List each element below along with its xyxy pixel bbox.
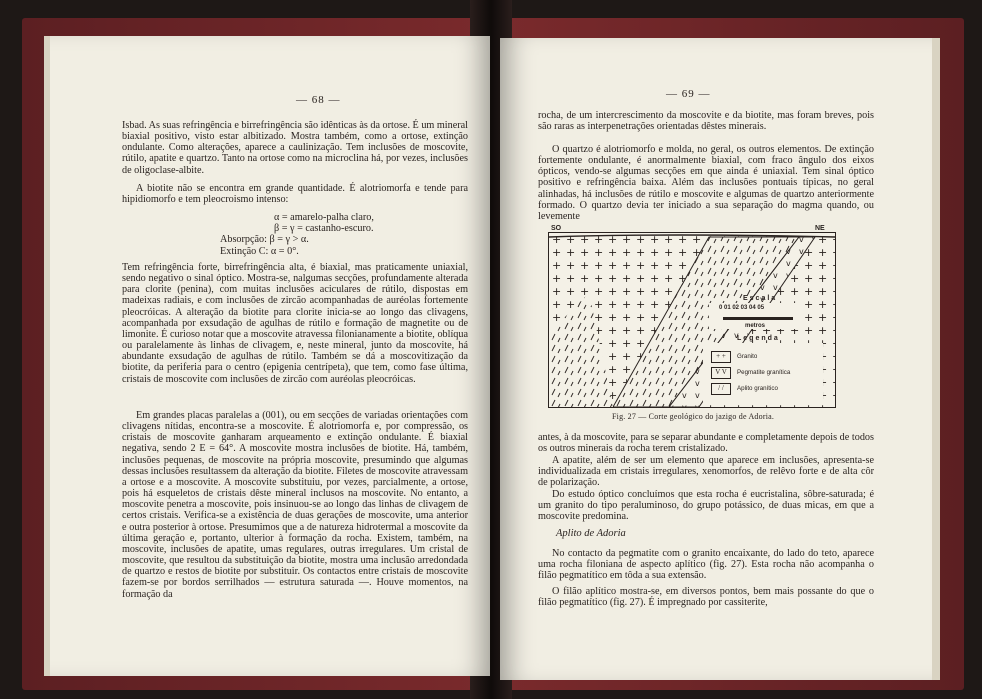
formula-line: Absorpção: β = γ > α. (220, 234, 309, 246)
paragraph (538, 455, 874, 488)
right-page (500, 38, 940, 680)
orientation-label-so: SO (551, 225, 562, 232)
figure-caption: Fig. 27 — Corte geológico do jazigo de Adoria. (612, 412, 775, 421)
paragraph (538, 110, 874, 132)
formula-line: α = amarelo-palha claro, (274, 212, 374, 223)
paragraph (538, 548, 874, 581)
paragraph (538, 144, 874, 222)
paragraph (122, 120, 468, 176)
paragraph-text: Do estudo óptico concluímos que esta rocha é eucristalina, sôbre-saturada; é um granito do tipo peraluminoso, do grupo potássico, de duas micas, em que a moscovite predomina. (538, 489, 874, 523)
scale-title: Escala (743, 295, 778, 302)
legend-label-pegmatite: Pegmatite granítica (737, 369, 791, 376)
paragraph-text: antes, à da moscovite, para se separar abundante e completamente depois de todos os outros minerais da rocha terem cristalizado. (538, 432, 874, 455)
geological-section-figure (548, 225, 836, 408)
orientation-label-ne: NE (815, 225, 825, 232)
geological-section-drawing (549, 233, 835, 407)
paragraph (122, 183, 468, 205)
paragraph (538, 432, 874, 454)
legend-swatch-aplite: / / (711, 383, 731, 395)
left-page (44, 36, 490, 676)
formula-line: Extinção C: α = 0°. (220, 245, 299, 257)
paragraph-text: O quartzo é alotriomorfo e molda, no geral, os outros elementos. De extinção fortemente ondulante, é anormalmente biaxial, com fraco ângulo dos eixos ópticos, vendo-se algumas secções em que ainda é uniaxial. Tem sinal óptico positivo e refringência baixa. Além das inclusões pontuais típicas, no geral alinhadas, há inclusões de rútilo e moscovite e algumas de quartzo anteriormente formado. O quartzo devia ter iniciado a sua separação do magma quando, ou levemente (538, 144, 874, 222)
formula-line: β = γ = castanho-escuro. (274, 223, 374, 235)
paragraph (538, 489, 874, 522)
scale-ticks: 0 01 02 03 04 05 (719, 305, 765, 311)
paragraph-text: Tem refringência forte, birrefringência alta, é biaxial, mas praticamente uniaxial, sendo negativo o sinal óptico. Mostra-se, nalgumas secções, profundamente alterada para clorite (penina), com muitas inclusões aciculares de rútilo, dispostas em madeixas radiais, e com inclusões de zircão acompanhadas de auréolas fortemente pleocróicas. A alteração da biotite para clorite inicia-se ao longo das clivagens, acompanhada por exsudação de agulhas de rútilo e formação de magnetite ou de limonite. É curioso notar que a moscovite atravessa filonianamente a biotite, oblíqua ou paralelamente às linhas de clivagem, e, neste mineral, junto da moscovite, há abundante exsudação de agulhas de rútilo. Também se dá a moscovitização da biotite, da periferia para o centro (epigenia centrípeta), que tem, como fase última, cristais de moscovite com inclusões de zircão com auréolas pleocróicas. (122, 262, 468, 385)
page-number: — 68 — (296, 94, 341, 106)
paragraph-text: O filão aplítico mostra-se, em diversos pontos, bem mais possante do que o filão pegmatítico (fig. 27). É impregnado por cassiterite, (538, 586, 874, 609)
paragraph-text: A biotite não se encontra em grande quantidade. É alotriomorfa e tende para hipidiomorfo e tem pleocroismo intenso: (122, 183, 468, 206)
paragraph-text: Isbad. As suas refringência e birrefringência são idênticas às da ortose. É um mineral biaxial positivo, visto estar albitizado. Mostra também, como a ortose, extinção ondulante. Como alterações, aparece a caulinização. Tem inclusões de moscovite, rútilo, apatite e quartzo. Tanto na ortose como na microclina há, por vezes, inclusões de oligoclase-albite. (122, 120, 468, 176)
legend-swatch-granite: + + (711, 351, 731, 363)
paragraph (122, 262, 468, 385)
section-title: Aplito de Adoria (556, 528, 626, 539)
paragraph (538, 586, 874, 608)
paragraph-text: No contacto da pegmatite com o granito encaixante, do lado do teto, aparece uma rocha filoniana de aspecto aplítico (fig. 27). Esta rocha não acompanha o filão pegmatítico em tôda a sua extensão. (538, 548, 874, 582)
legend-label-aplite: Aplito granítico (737, 385, 778, 392)
legend-label-granite: Granito (737, 353, 758, 360)
paragraph-text: Em grandes placas paralelas a (001), ou em secções de variadas orientações com clivagens nítidas, encontra-se a moscovite. É alotriomorfa e, por compressão, os cristais de moscovite ganharam arqueamento e extinção ondulante. É biaxial negativa, sendo 2 E = 64°. A moscovite mostra inclusões de biotite. Há, também, inclusões pequenas, de moscovite na própria moscovite, presumindo que algumas dessas inclusões resultassem da alteração da biotite. Filetes de moscovite atravessam a ortose e a moscovite. A moscovite substituiu, por vezes, parcialmente, a ortose, pois há esqueletos de cristais dêste mineral inclusos na moscovite. No entanto, a moscovite penetra a moscovite, pois insinuou-se ao longo das linhas de clivagem de certos cristais. Verifica-se a existência de duas gerações de moscovite, uma anterior e outra posterior à ortose. Presumimos que a de natureza hidrotermal a moscovite da última geração e, portanto, ulterior à formação da rocha. Existem, também, na moscovite, inclusões de apatite, umas regulares, outras irregulares. Um cristal de moscovite, que resultou da substituição da biotite, mostra uma inclusão arredondada de quartzo e restos de biotite por substituir. Os contactos entre cristais de moscovite fazem-se por bordos serrilhados — estrutura saturada —. Houve momentos, na formação da (122, 410, 468, 600)
scale-unit: metros (745, 323, 766, 329)
paragraph-text: A apatite, além de ser um elemento que aparece em inclusões, apresenta-se individualizada em cristais irregulares, xenomorfos, de relêvo forte e de alta côr de polarização. (538, 455, 874, 489)
legend-title: Legenda (737, 335, 780, 342)
paragraph-text: rocha, de um intercrescimento da moscovite e da biotite, mas foram breves, pois são raras as interpenetrações orientadas dêstes minerais. (538, 110, 874, 133)
pleochroism-formula (220, 212, 440, 257)
legend-swatch-pegmatite: V V (711, 367, 731, 379)
page-number: — 69 — (666, 88, 711, 100)
paragraph (122, 410, 468, 600)
